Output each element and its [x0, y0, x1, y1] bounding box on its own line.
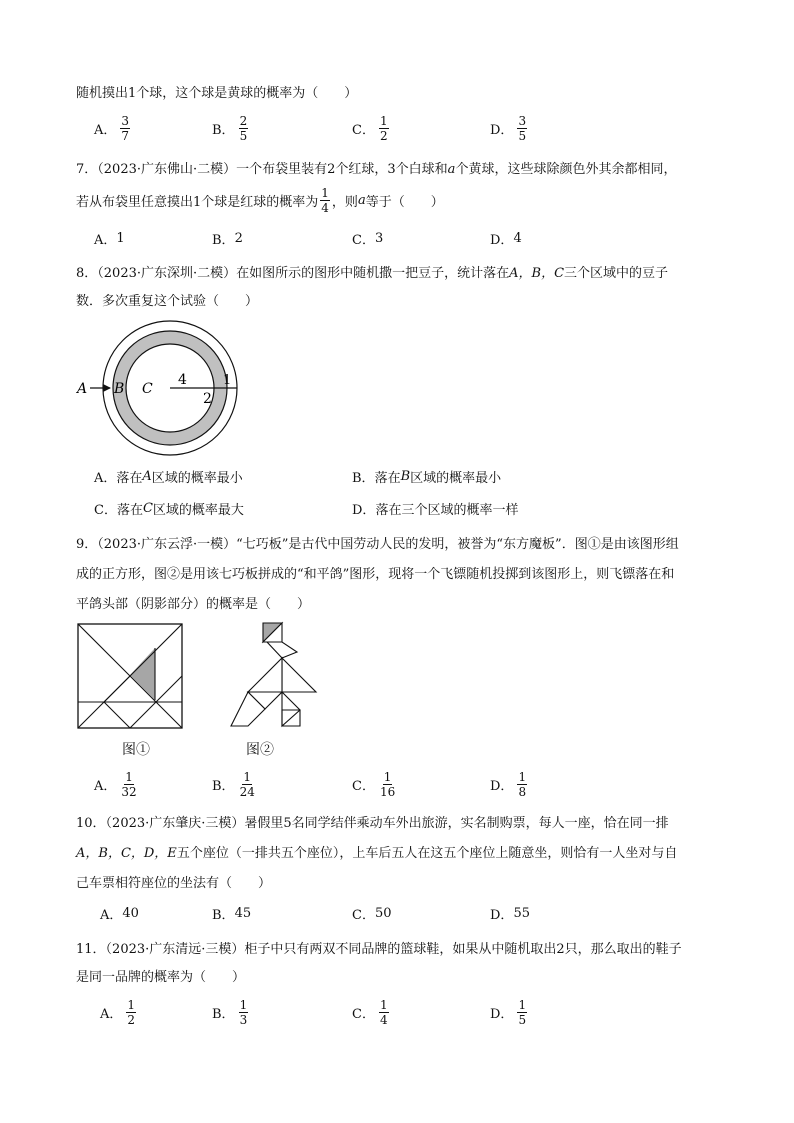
denominator: 32 [121, 784, 137, 799]
q10-option-b[interactable] [212, 895, 251, 931]
q11-options [94, 994, 734, 1030]
q9-option-d[interactable] [490, 766, 527, 802]
option-label: D． [490, 232, 514, 248]
q7-text: 若从布袋里任意摸出1个球是红球的概率为 [76, 194, 319, 210]
q10-stem-line1: 10．（2023·广东肇庆·三模）暑假里5名同学结伴乘动车外出旅游，实名制购票，每人一座，恰在同一排 [76, 816, 669, 831]
q9-stem-line2: 成的正方形，图②是用该七巧板拼成的“和平鸽”图形，现将一个飞镖随机投掷到该图形上，则飞镖落在和 [76, 567, 675, 582]
option-text: 3 [374, 230, 384, 246]
q8-option-c[interactable] [94, 490, 244, 526]
dove-body [248, 658, 282, 692]
q6-option-a[interactable] [94, 110, 130, 146]
q6-option-c[interactable] [352, 110, 389, 146]
option-label: A． [100, 1006, 123, 1022]
option-label: A． [94, 778, 117, 794]
q9-option-a[interactable] [94, 766, 138, 802]
option-text: 50 [374, 905, 392, 921]
numerator: 1 [125, 769, 133, 784]
option-label: D． [352, 502, 376, 518]
q7-stem-line1 [76, 158, 676, 177]
q6-option-d[interactable] [490, 110, 527, 146]
numerator: 1 [239, 997, 248, 1012]
option-text: 落在 [374, 470, 401, 486]
q9-options [94, 766, 734, 802]
denominator: 5 [518, 128, 527, 143]
q9-stem-line1: 9．（2023·广东云浮·一模）“七巧板”是古代中国劳动人民的发明，被誉为“东方魔板”．图①是由该图形组 [76, 537, 679, 552]
option-label: C． [94, 502, 117, 518]
option-text: 落在三个区域的概率一样 [375, 502, 519, 518]
denominator: 5 [239, 128, 248, 143]
q9-stem-line3: 平鸽头部（阴影部分）的概率是（ ） [76, 597, 311, 612]
option-text: 区域的概率最小 [410, 470, 502, 486]
q10-stem-line2 [76, 842, 677, 861]
denominator: 24 [239, 784, 255, 799]
option-label: D． [490, 778, 514, 794]
numerator: 1 [383, 769, 392, 784]
fraction [239, 999, 249, 1026]
option-label: C． [352, 122, 375, 138]
q8-option-b[interactable] [352, 458, 501, 494]
fraction [517, 115, 527, 142]
q10-option-a[interactable] [100, 895, 139, 931]
q10-variables: A，B，C，D，E [76, 846, 177, 861]
label-a: A [77, 381, 88, 397]
q11-option-b[interactable] [212, 994, 248, 1030]
fraction [239, 115, 249, 142]
option-label: B． [352, 470, 375, 486]
denominator: 3 [239, 1012, 248, 1027]
option-label: A． [100, 907, 123, 923]
q7-text: 7．（2023·广东佛山·二模）一个布袋里装有2个红球，3个白球和 [76, 162, 448, 177]
option-label: A． [94, 122, 117, 138]
dove-leg-right [282, 692, 300, 726]
numerator: 3 [121, 113, 130, 128]
numerator: 3 [518, 113, 527, 128]
option-text: 2 [234, 230, 243, 246]
dove-beak [267, 642, 297, 658]
q7-variable: a [447, 162, 456, 177]
q8-variables: A，B，C [509, 266, 565, 281]
q11-option-c[interactable] [352, 994, 389, 1030]
option-label: B． [212, 1006, 235, 1022]
label-4: 4 [178, 372, 187, 388]
fraction [126, 999, 136, 1026]
option-label: C． [352, 907, 375, 923]
q10-option-c[interactable] [352, 895, 392, 931]
denominator: 4 [379, 1012, 388, 1027]
fraction [379, 115, 389, 142]
option-label: C． [352, 232, 375, 248]
numerator: 1 [518, 769, 527, 784]
option-label: B． [212, 232, 235, 248]
denominator: 2 [379, 128, 388, 143]
fraction [120, 771, 137, 798]
numerator: 1 [518, 997, 527, 1012]
option-text: 1 [116, 230, 125, 246]
option-text: 40 [122, 905, 139, 921]
numerator: 1 [379, 997, 388, 1012]
q8-ring-figure [70, 318, 270, 458]
q8-options-row1 [94, 458, 754, 494]
q7-text: 等于（ ） [365, 194, 444, 210]
q7-options [94, 220, 734, 256]
q7-stem-line2 [76, 186, 444, 214]
fraction [120, 115, 130, 142]
q7-text: ，则 [331, 194, 358, 210]
q10-stem-line3: 己车票相符座位的坐法有（ ） [76, 876, 272, 891]
label-2: 2 [203, 391, 212, 407]
option-label: C． [352, 778, 375, 794]
q7-option-a[interactable] [94, 220, 125, 256]
numerator: 2 [239, 113, 248, 128]
inner-line [104, 702, 130, 728]
option-label: B． [212, 122, 235, 138]
q11-stem-line2: 是同一品牌的概率为（ ） [76, 970, 246, 985]
option-label: D． [490, 122, 514, 138]
fraction [379, 999, 389, 1026]
q8-text: 8．（2023·广东深圳·二模）在如图所示的图形中随机撒一把豆子，统计落在 [76, 266, 510, 281]
denominator: 16 [379, 784, 396, 799]
fraction [517, 771, 527, 798]
q8-option-d[interactable] [352, 490, 518, 526]
option-text: 区域的概率最小 [151, 470, 243, 486]
option-text: 4 [513, 230, 522, 246]
denominator: 7 [121, 128, 130, 143]
option-text: 55 [513, 905, 530, 921]
option-text: 落在 [116, 470, 143, 486]
q6-option-b[interactable] [212, 110, 248, 146]
denominator: 5 [518, 1012, 527, 1027]
option-label: D． [490, 907, 514, 923]
q8-text: 三个区域中的豆子 [564, 266, 669, 281]
q7-option-c[interactable] [352, 220, 383, 256]
label-b: B [114, 381, 125, 397]
q10-option-d[interactable] [490, 895, 530, 931]
q7-option-d[interactable] [490, 220, 522, 256]
q7-fraction [320, 187, 330, 214]
q11-option-d[interactable] [490, 994, 527, 1030]
q8-stem-line1 [76, 262, 668, 281]
option-label: C． [352, 1006, 375, 1022]
option-variable: B [400, 468, 411, 484]
q11-option-a[interactable] [100, 994, 136, 1030]
option-label: D． [490, 1006, 514, 1022]
option-text: 区域的概率最大 [152, 502, 244, 518]
label-1: 1 [223, 373, 232, 388]
q7-variable: a [357, 192, 366, 208]
option-label: B． [212, 778, 235, 794]
q6-options [94, 110, 734, 146]
q10-options [94, 895, 734, 931]
numerator: 1 [379, 113, 388, 128]
dove-tail [282, 658, 316, 692]
label-c: C [142, 381, 153, 397]
option-text: 落在 [116, 502, 143, 518]
fraction [517, 999, 527, 1026]
figure2-caption: 图② [246, 742, 274, 758]
option-variable: A [142, 468, 152, 484]
q8-options-row2 [94, 490, 754, 526]
tangram-square-figure [72, 620, 188, 730]
q6-stem: 随机摸出1个球，这个球是黄球的概率为（ ） [76, 86, 358, 101]
option-label: B． [212, 907, 235, 923]
tangram-dove-figure [212, 620, 332, 730]
q8-stem-line2: 数．多次重复这个试验（ ） [76, 294, 259, 309]
q7-option-b[interactable] [212, 220, 243, 256]
option-variable: C [142, 500, 153, 516]
numerator: 1 [243, 769, 252, 784]
denominator: 8 [518, 784, 527, 799]
denominator: 4 [321, 200, 329, 215]
shaded-triangle [130, 648, 155, 700]
q9-option-c[interactable] [352, 766, 396, 802]
q10-text: 五个座位（一排共五个座位），上车后五人在这五个座位上随意坐，则恰有一人坐对与自 [176, 846, 678, 861]
q7-text-end: 个黄球，这些球除颜色外其余都相同， [455, 162, 677, 177]
q11-stem-line1: 11．（2023·广东清远·三模）柜子中只有两双不同品牌的篮球鞋，如果从中随机取出2只，那么取出的鞋子 [76, 942, 682, 957]
option-label: A． [94, 232, 117, 248]
q8-option-a[interactable] [94, 458, 243, 494]
denominator: 2 [127, 1012, 136, 1027]
q9-option-b[interactable] [212, 766, 256, 802]
fraction [379, 771, 396, 798]
numerator: 1 [127, 997, 136, 1012]
figure1-caption: 图① [122, 742, 150, 758]
option-text: 45 [234, 905, 252, 921]
option-label: A． [94, 470, 117, 486]
numerator: 1 [321, 185, 329, 200]
fraction [239, 771, 256, 798]
